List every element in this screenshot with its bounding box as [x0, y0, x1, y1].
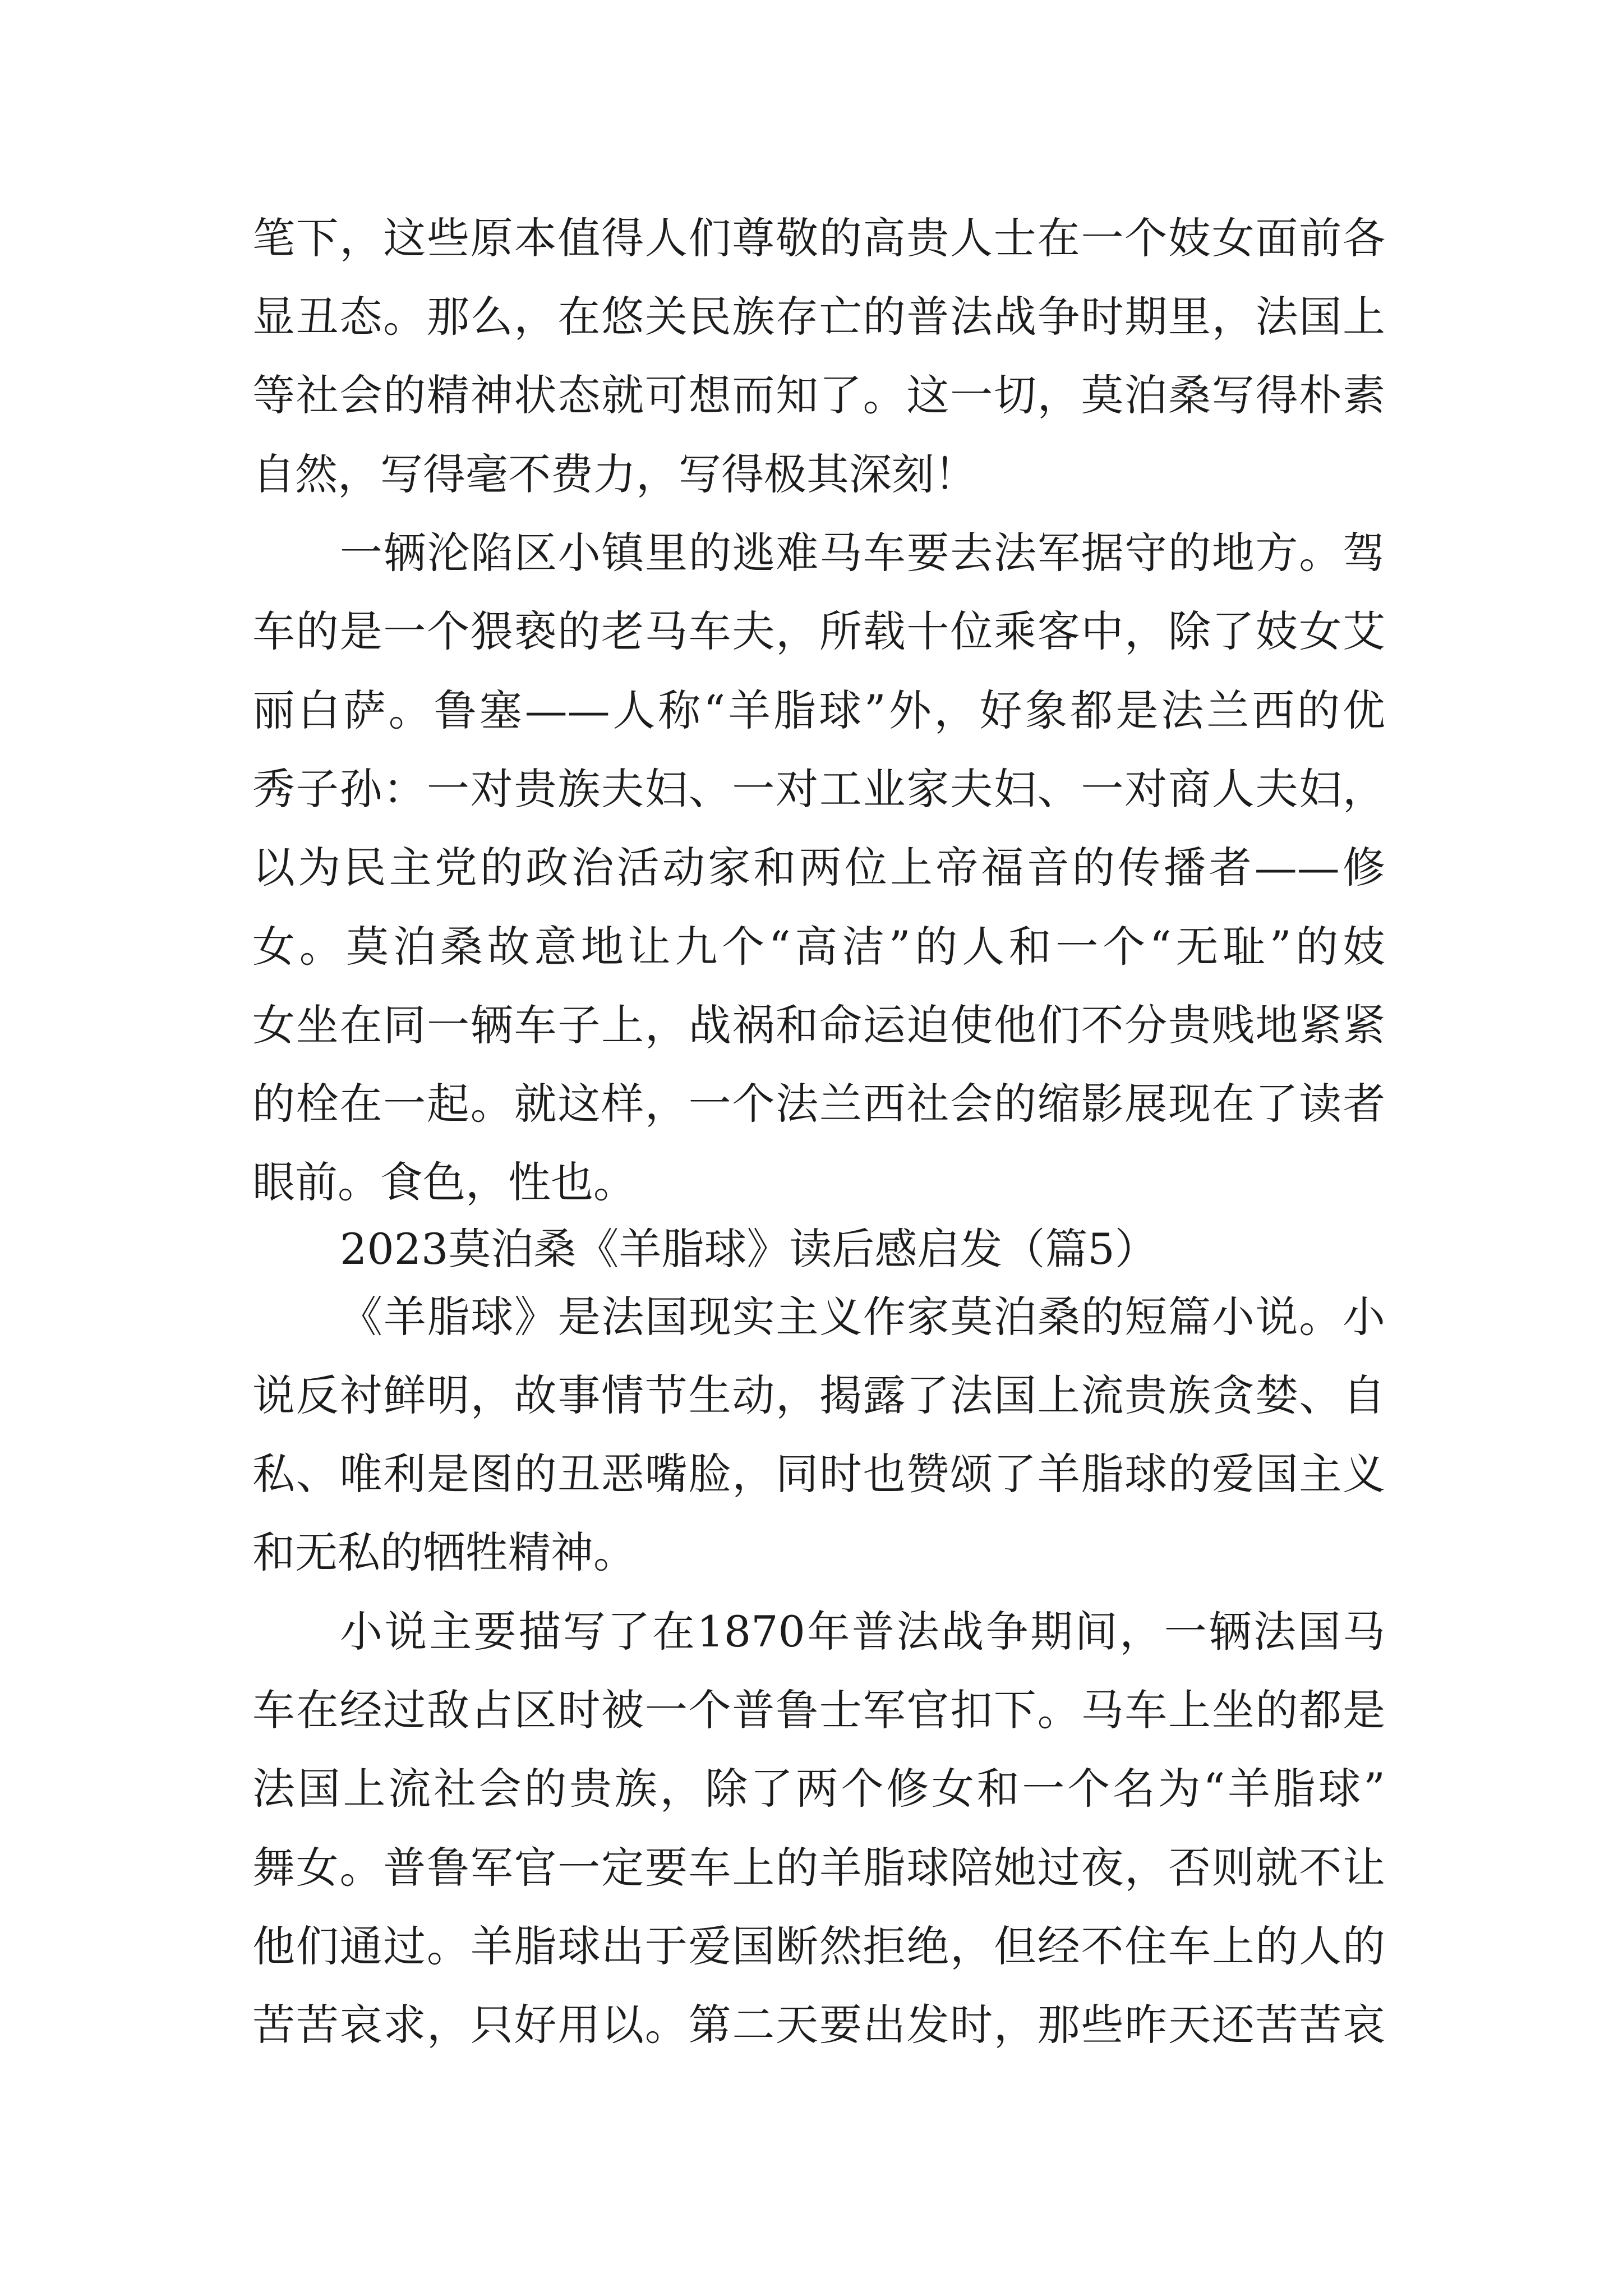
- section-heading: 2023莫泊桑《羊脂球》读后感启发（篇5）: [340, 1224, 1158, 1274]
- paragraph-line: 秀子孙：一对贵族夫妇、一对工业家夫妇、一对商人夫妇，: [252, 764, 1385, 814]
- paragraph-line: 笔下，这些原本值得人们尊敬的高贵人士在一个妓女面前各: [252, 213, 1385, 263]
- paragraph-line: 法国上流社会的贵族，除了两个修女和一个名为“羊脂球”: [252, 1764, 1385, 1814]
- paragraph-line: 自然，写得毫不费力，写得极其深刻！: [252, 449, 977, 499]
- paragraph-line: 眼前。食色，性也。: [252, 1157, 636, 1207]
- paragraph-line: 一辆沦陷区小镇里的逃难马车要去法军据守的地方。驾: [340, 528, 1385, 578]
- paragraph-line: 私、唯利是图的丑恶嘴脸，同时也赞颂了羊脂球的爱国主义: [252, 1449, 1385, 1499]
- paragraph-line: 小说主要描写了在1870年普法战争期间，一辆法国马: [340, 1607, 1385, 1657]
- paragraph-line: 和无私的牺牲精神。: [252, 1527, 636, 1577]
- paragraph-line: 车在经过敌占区时被一个普鲁士军官扣下。马车上坐的都是: [252, 1685, 1385, 1735]
- paragraph-line: 车的是一个猥亵的老马车夫，所载十位乘客中，除了妓女艾: [252, 606, 1385, 656]
- paragraph-line: 女。莫泊桑故意地让九个“高洁”的人和一个“无耻”的妓: [252, 922, 1385, 972]
- paragraph-line: 以为民主党的政治活动家和两位上帝福音的传播者——修: [252, 843, 1385, 892]
- paragraph-line: 女坐在同一辆车子上，战祸和命运迫使他们不分贵贱地紧紧: [252, 1000, 1385, 1050]
- paragraph-line: 说反衬鲜明，故事情节生动，揭露了法国上流贵族贪婪、自: [252, 1370, 1385, 1420]
- paragraph-line: 显丑态。那么，在悠关民族存亡的普法战争时期里，法国上: [252, 292, 1385, 342]
- paragraph-line: 丽白萨。鲁塞——人称“羊脂球”外，好象都是法兰西的优: [252, 685, 1385, 735]
- paragraph-line: 等社会的精神状态就可想而知了。这一切，莫泊桑写得朴素: [252, 370, 1385, 420]
- paragraph-line: 他们通过。羊脂球出于爱国断然拒绝，但经不住车上的人的: [252, 1921, 1385, 1971]
- paragraph-line: 舞女。普鲁军官一定要车上的羊脂球陪她过夜，否则就不让: [252, 1843, 1385, 1893]
- paragraph-line: 《羊脂球》是法国现实主义作家莫泊桑的短篇小说。小: [340, 1292, 1385, 1342]
- paragraph-line: 苦苦哀求，只好用以。第二天要出发时，那些昨天还苦苦哀: [252, 2000, 1385, 2050]
- paragraph-line: 的栓在一起。就这样，一个法兰西社会的缩影展现在了读者: [252, 1079, 1385, 1129]
